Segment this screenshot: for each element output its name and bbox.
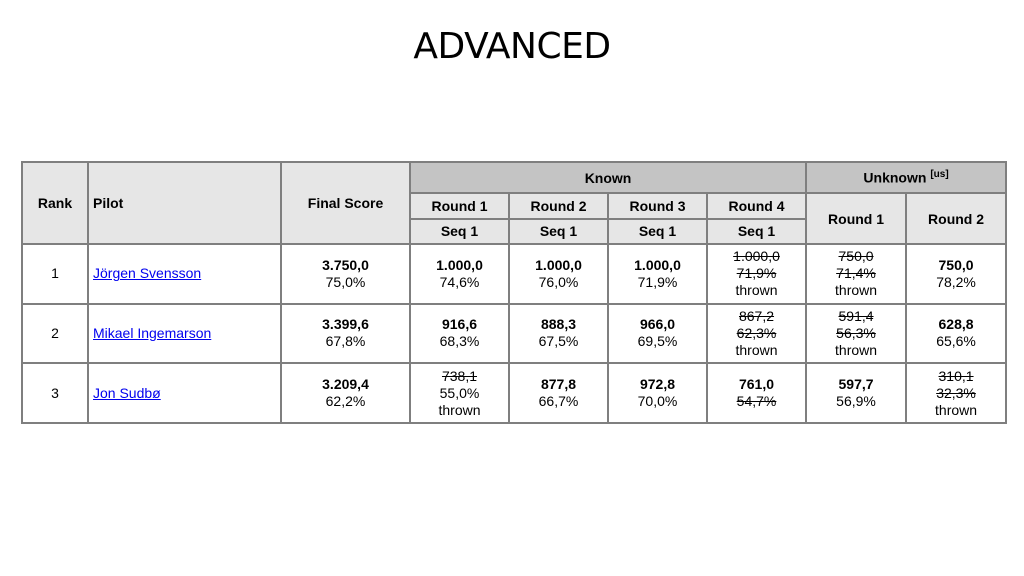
score: 1.000,0 — [634, 256, 681, 273]
pct: 62,3% — [736, 324, 777, 341]
score-cell — [807, 364, 905, 422]
thrown-label: thrown — [735, 282, 778, 299]
pct: 55,0% — [439, 384, 480, 401]
score: 867,2 — [738, 307, 775, 324]
score-cell — [907, 245, 1005, 303]
pct: 71,9% — [736, 265, 777, 282]
table-row — [23, 364, 1005, 422]
final-pct: 75,0% — [325, 273, 366, 290]
score-cell — [411, 245, 508, 303]
score: 1.000,0 — [436, 256, 483, 273]
final-score: 3.209,4 — [322, 376, 369, 393]
pct: 56,9% — [836, 393, 876, 410]
header-unknown — [807, 163, 1005, 192]
thrown-label: thrown — [438, 401, 481, 418]
pilot-link[interactable]: Jon Sudbø — [93, 384, 161, 401]
final-score: 3.750,0 — [322, 256, 369, 273]
score-cell — [510, 364, 607, 422]
pilot-cell — [89, 245, 280, 303]
score: 1.000,0 — [535, 256, 582, 273]
thrown-label: thrown — [735, 341, 778, 358]
final-pct: 67,8% — [325, 333, 366, 350]
header-known-seq-2: Seq 1 — [510, 220, 607, 243]
thrown-label: thrown — [935, 401, 978, 418]
pct: 67,5% — [538, 333, 579, 350]
final-score-cell — [282, 305, 409, 363]
header-unknown-round-2[interactable]: Round 2 — [907, 194, 1005, 243]
final-score-cell — [282, 364, 409, 422]
score-cell — [510, 305, 607, 363]
score-cell — [510, 245, 607, 303]
table-row — [23, 245, 1005, 303]
score-cell — [907, 305, 1005, 363]
pct: 69,5% — [637, 333, 678, 350]
pct: 32,3% — [936, 384, 976, 401]
score-cell — [609, 364, 706, 422]
pct: 76,0% — [538, 273, 579, 290]
final-score-cell — [282, 245, 409, 303]
results-table — [21, 161, 1007, 424]
page-title: ADVANCED — [413, 26, 611, 67]
header-known-seq-4: Seq 1 — [708, 220, 805, 243]
pct: 70,0% — [637, 393, 678, 410]
header-known-seq-3: Seq 1 — [609, 220, 706, 243]
thrown-label: thrown — [835, 341, 878, 358]
final-pct: 62,2% — [325, 393, 366, 410]
score: 738,1 — [441, 367, 478, 384]
final-score: 3.399,6 — [322, 316, 369, 333]
score: 888,3 — [540, 316, 577, 333]
header-known: Known — [411, 163, 805, 192]
header-rank[interactable]: Rank — [23, 163, 87, 243]
pct: 71,9% — [637, 273, 678, 290]
thrown-score-cell — [907, 364, 1005, 422]
thrown-label: thrown — [835, 282, 878, 299]
header-unknown-sup[interactable]: [us] — [930, 169, 949, 181]
header-known-round-2[interactable]: Round 2 — [510, 194, 607, 217]
thrown-score-cell — [708, 245, 805, 303]
score: 750,0 — [938, 256, 974, 273]
header-known-round-3[interactable]: Round 3 — [609, 194, 706, 217]
thrown-score-cell — [411, 364, 508, 422]
score: 1.000,0 — [733, 248, 780, 265]
header-known-round-1[interactable]: Round 1 — [411, 194, 508, 217]
score: 310,1 — [938, 367, 974, 384]
header-known-seq-1: Seq 1 — [411, 220, 508, 243]
score: 597,7 — [838, 376, 874, 393]
pilot-cell — [89, 305, 280, 363]
score: 877,8 — [540, 376, 577, 393]
table-row — [23, 305, 1005, 363]
thrown-score-cell — [708, 305, 805, 363]
header-final-score[interactable]: Final Score — [282, 163, 409, 243]
header-unknown-round-1[interactable]: Round 1 — [807, 194, 905, 243]
score-cell — [411, 305, 508, 363]
header-known-round-4[interactable]: Round 4 — [708, 194, 805, 217]
pct: 68,3% — [439, 333, 480, 350]
pilot-link[interactable]: Mikael Ingemarson — [93, 324, 212, 341]
score: 750,0 — [838, 248, 874, 265]
score: 628,8 — [938, 316, 974, 333]
score: 761,0 — [738, 376, 775, 393]
rank-cell: 3 — [23, 364, 87, 422]
score: 591,4 — [838, 307, 874, 324]
pct: 71,4% — [836, 265, 876, 282]
score-cell — [609, 305, 706, 363]
header-unknown-label: Unknown — [863, 170, 927, 186]
pct: 54,7% — [736, 393, 777, 410]
thrown-score-cell — [807, 245, 905, 303]
rank-cell: 1 — [23, 245, 87, 303]
score: 966,0 — [639, 316, 676, 333]
pilot-cell — [89, 364, 280, 422]
pct: 65,6% — [936, 333, 976, 350]
score: 972,8 — [639, 376, 676, 393]
pct: 74,6% — [439, 273, 480, 290]
score-cell — [609, 245, 706, 303]
pct: 78,2% — [936, 273, 976, 290]
score-cell — [708, 364, 805, 422]
header-pilot[interactable]: Pilot — [89, 163, 280, 243]
rank-cell: 2 — [23, 305, 87, 363]
pilot-link[interactable]: Jörgen Svensson — [93, 265, 202, 282]
pct: 56,3% — [836, 324, 876, 341]
pct: 66,7% — [538, 393, 579, 410]
score: 916,6 — [441, 316, 478, 333]
thrown-score-cell — [807, 305, 905, 363]
